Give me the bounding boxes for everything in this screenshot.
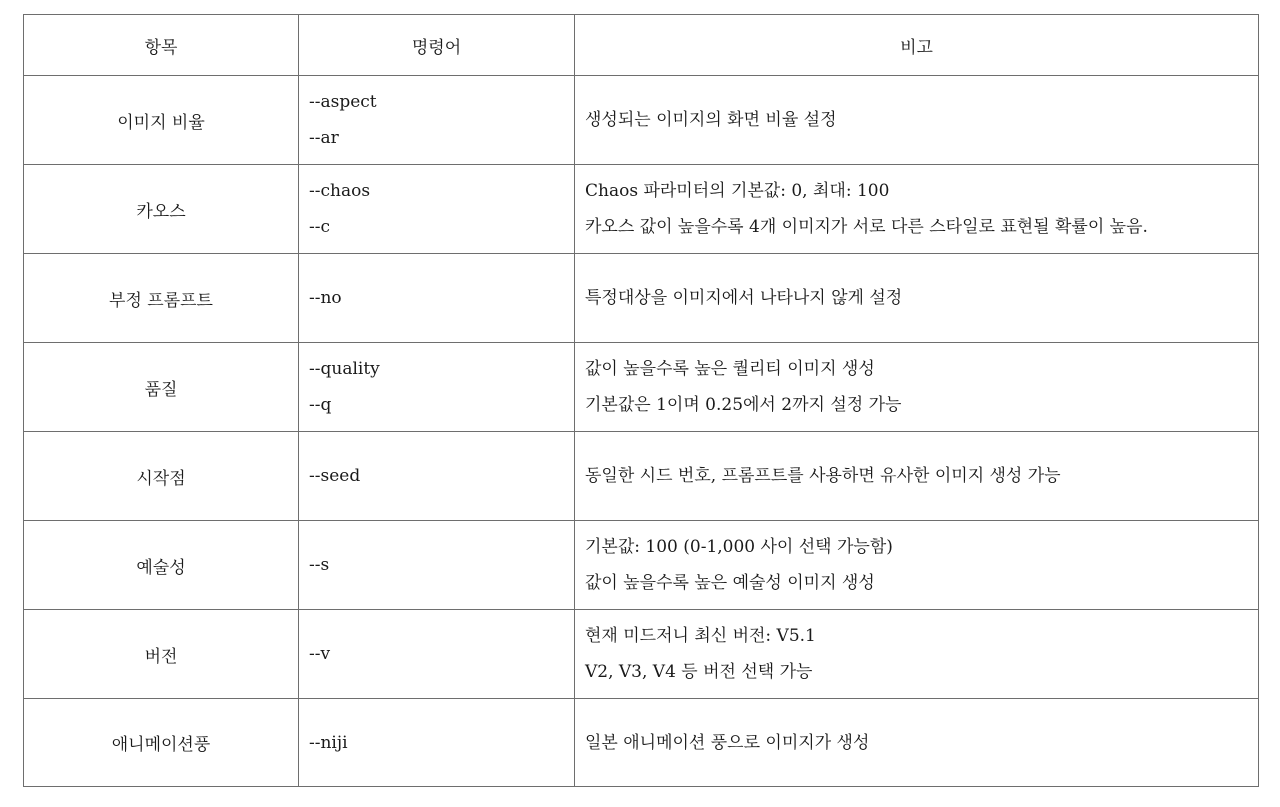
table-row xyxy=(24,432,1259,521)
command-text: --v xyxy=(309,644,331,664)
parameter-table-container xyxy=(23,14,1258,787)
header-item: 항목 xyxy=(24,15,299,76)
note-text: 일본 애니메이션 풍으로 이미지가 생성 xyxy=(585,732,870,753)
table-row xyxy=(24,699,1259,787)
row-command-cell xyxy=(299,165,575,254)
row-command-cell xyxy=(299,699,575,787)
table-row xyxy=(24,254,1259,343)
row-note-cell xyxy=(575,254,1259,343)
row-item-cell: 이미지 비율 xyxy=(24,76,299,165)
note-text: V2, V3, V4 등 버전 선택 가능 xyxy=(585,662,813,682)
row-note-cell xyxy=(575,521,1259,610)
note-text: 카오스 값이 높을수록 4개 이미지가 서로 다른 스타일로 표현될 확률이 높음. xyxy=(585,217,1148,237)
row-note-cell xyxy=(575,343,1259,432)
note-text: 기본값은 1이며 0.25에서 2까지 설정 가능 xyxy=(585,395,902,415)
command-text: --niji xyxy=(309,732,348,753)
row-note-cell xyxy=(575,699,1259,787)
row-command-cell xyxy=(299,432,575,521)
command-text: --seed xyxy=(309,466,361,486)
note-text: 현재 미드저니 최신 버전: V5.1 xyxy=(585,626,816,646)
command-text: --quality xyxy=(309,359,380,379)
note-text: 생성되는 이미지의 화면 비율 설정 xyxy=(585,110,837,130)
table-body xyxy=(24,76,1259,787)
note-text: 값이 높을수록 높은 예술성 이미지 생성 xyxy=(585,573,875,593)
row-command-cell xyxy=(299,343,575,432)
row-command-cell xyxy=(299,76,575,165)
note-text: 값이 높을수록 높은 퀄리티 이미지 생성 xyxy=(585,359,875,379)
row-item-cell: 품질 xyxy=(24,343,299,432)
row-note-cell xyxy=(575,165,1259,254)
parameter-table xyxy=(23,14,1259,787)
table-row xyxy=(24,76,1259,165)
command-text: --s xyxy=(309,555,330,575)
header-note: 비고 xyxy=(575,15,1259,76)
row-command-cell xyxy=(299,254,575,343)
note-text: 특정대상을 이미지에서 나타나지 않게 설정 xyxy=(585,288,903,308)
table-row xyxy=(24,165,1259,254)
table-header-row xyxy=(24,15,1259,76)
header-command: 명령어 xyxy=(299,15,575,76)
note-text: 동일한 시드 번호, 프롬프트를 사용하면 유사한 이미지 생성 가능 xyxy=(585,466,1061,486)
command-text: --c xyxy=(309,217,331,237)
row-command-cell xyxy=(299,610,575,699)
row-item-cell: 부정 프롬프트 xyxy=(24,254,299,343)
row-item-cell: 버전 xyxy=(24,610,299,699)
command-text: --ar xyxy=(309,128,339,148)
row-item-cell: 카오스 xyxy=(24,165,299,254)
row-command-cell xyxy=(299,521,575,610)
row-note-cell xyxy=(575,432,1259,521)
command-text: --aspect xyxy=(309,92,377,112)
row-item-cell: 시작점 xyxy=(24,432,299,521)
command-text: --no xyxy=(309,288,342,308)
row-item-cell: 애니메이션풍 xyxy=(24,699,299,787)
row-item-cell: 예술성 xyxy=(24,521,299,610)
table-row xyxy=(24,521,1259,610)
table-row xyxy=(24,343,1259,432)
note-text: Chaos 파라미터의 기본값: 0, 최대: 100 xyxy=(585,181,890,201)
row-note-cell xyxy=(575,76,1259,165)
table-row xyxy=(24,610,1259,699)
command-text: --q xyxy=(309,395,332,415)
row-note-cell xyxy=(575,610,1259,699)
command-text: --chaos xyxy=(309,181,371,201)
note-text: 기본값: 100 (0-1,000 사이 선택 가능함) xyxy=(585,537,893,557)
